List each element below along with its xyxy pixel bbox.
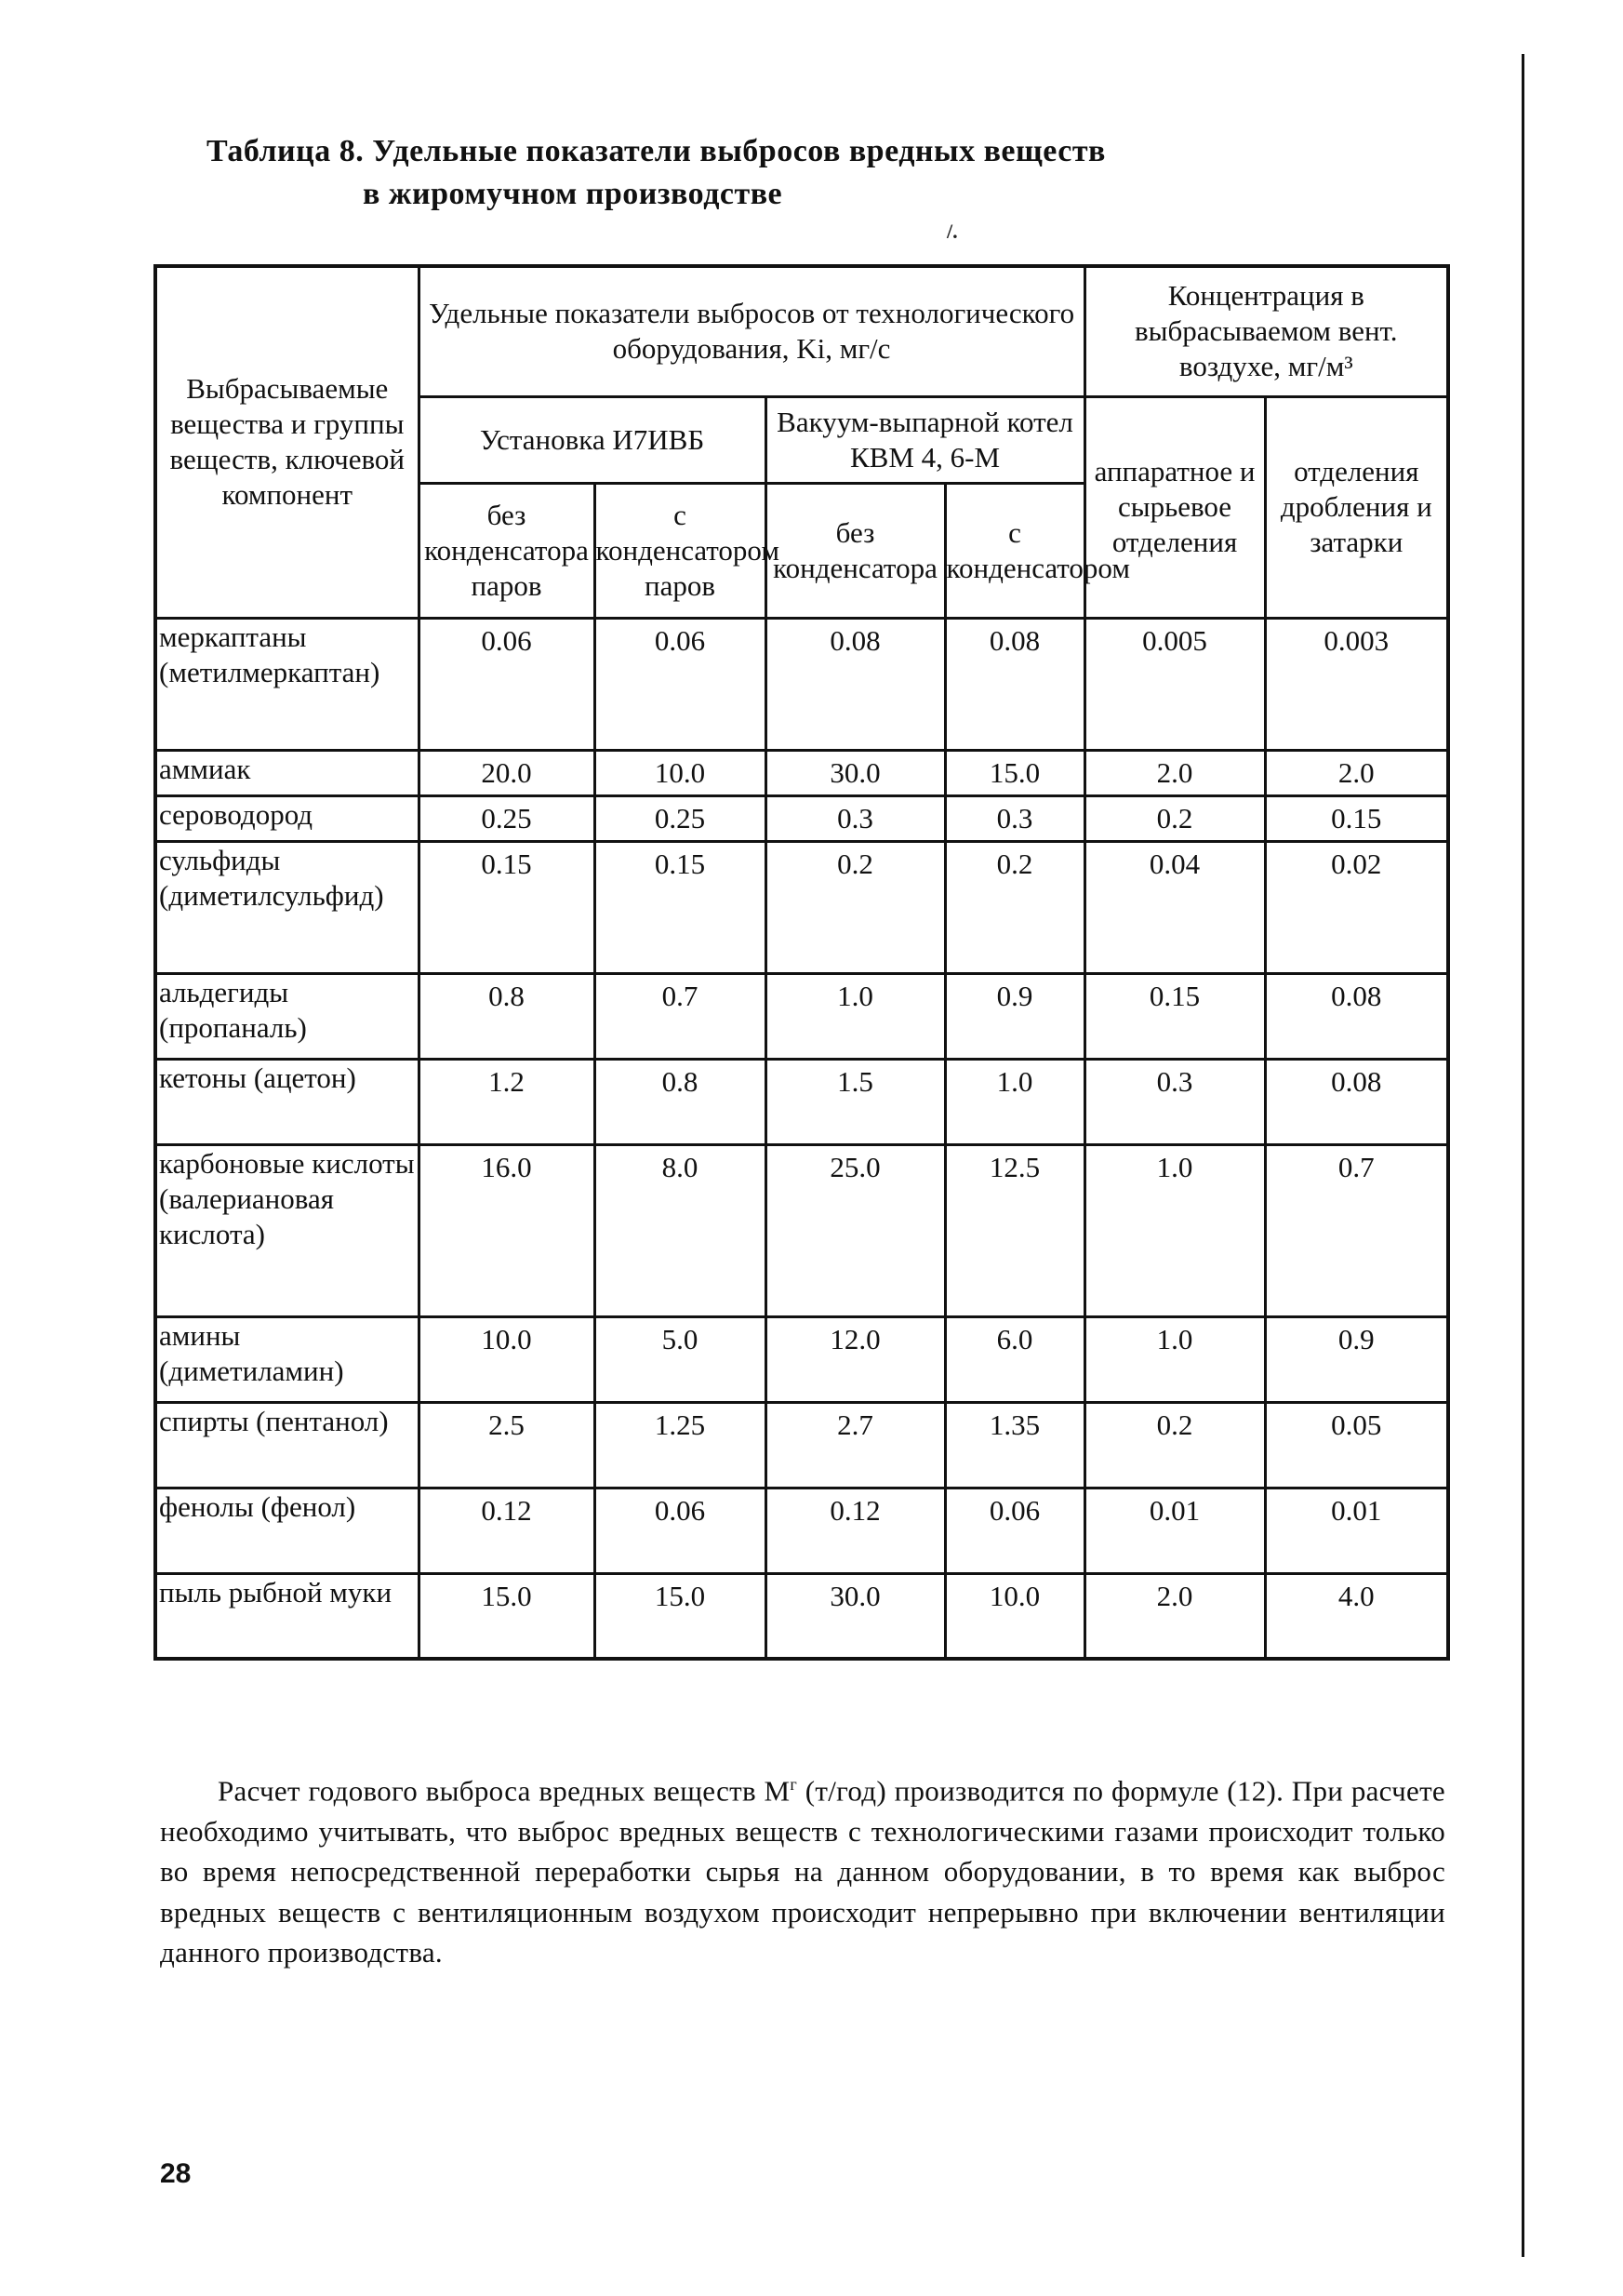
value-cell: 8.0 (594, 1144, 765, 1316)
value-cell: 0.01 (1265, 1488, 1448, 1573)
value-cell: 0.12 (765, 1488, 945, 1573)
value-cell: 4.0 (1265, 1573, 1448, 1659)
value-cell: 15.0 (419, 1573, 594, 1659)
value-cell: 0.15 (1084, 973, 1265, 1059)
value-cell: 2.0 (1084, 1573, 1265, 1659)
paragraph-text-part2: (т/год) производится по формуле (12). При расчете необходимо учитывать, что выброс вредных веществ с технологическими газами происходит только во время непосредственной переработки сырья на данном оборудовании, в то время как выброс вредных веществ с вентиляционным воздухом происходит непрерывно при включении вентиляции данного производства. (160, 1774, 1445, 1969)
table-row (155, 1316, 1448, 1402)
value-cell: 0.2 (1084, 1402, 1265, 1488)
value-cell: 0.15 (419, 841, 594, 973)
table-row (155, 1573, 1448, 1659)
substance-name: сероводород (155, 795, 419, 841)
value-cell: 0.08 (945, 618, 1084, 750)
value-cell: 0.003 (1265, 618, 1448, 750)
table-row (155, 1402, 1448, 1488)
substance-name: пыль рыбной муки (155, 1573, 419, 1659)
value-cell: 0.08 (765, 618, 945, 750)
page-number: 28 (160, 2158, 192, 2189)
value-cell: 0.8 (594, 1059, 765, 1144)
paragraph-text-part1: Расчет годового выброса вредных веществ М (218, 1774, 791, 1808)
substance-name: меркаптаны (метилмеркаптан) (155, 618, 419, 750)
value-cell: 5.0 (594, 1316, 765, 1402)
value-cell: 30.0 (765, 1573, 945, 1659)
scan-artifact-mark: /. (947, 220, 958, 243)
value-cell: 1.0 (1084, 1144, 1265, 1316)
header-unit-kvm: Вакуум-выпарной котел КВМ 4, 6-М (765, 396, 1084, 483)
table-row (155, 973, 1448, 1059)
value-cell: 10.0 (594, 750, 765, 795)
value-cell: 20.0 (419, 750, 594, 795)
value-cell: 0.2 (765, 841, 945, 973)
header-conc-crushing: отделения дробления и затарки (1265, 396, 1448, 618)
value-cell: 25.0 (765, 1144, 945, 1316)
table-row (155, 1059, 1448, 1144)
substance-name: амины (диметиламин) (155, 1316, 419, 1402)
substance-name: спирты (пентанол) (155, 1402, 419, 1488)
table-row (155, 1488, 1448, 1573)
value-cell: 0.06 (945, 1488, 1084, 1573)
value-cell: 2.5 (419, 1402, 594, 1488)
table-caption-line2: в жиромучном производстве (363, 177, 783, 211)
value-cell: 0.08 (1265, 1059, 1448, 1144)
header-conc-apparatus: аппаратное и сырьевое отделения (1084, 396, 1265, 618)
value-cell: 1.0 (765, 973, 945, 1059)
value-cell: 0.3 (1084, 1059, 1265, 1144)
substance-name: сульфиды (диметилсульфид) (155, 841, 419, 973)
value-cell: 15.0 (594, 1573, 765, 1659)
value-cell: 0.04 (1084, 841, 1265, 973)
value-cell: 0.15 (594, 841, 765, 973)
value-cell: 16.0 (419, 1144, 594, 1316)
value-cell: 0.2 (1084, 795, 1265, 841)
paragraph-superscript: г (790, 1775, 798, 1794)
page-edge-rule (1522, 54, 1524, 2257)
value-cell: 0.01 (1084, 1488, 1265, 1573)
value-cell: 0.25 (594, 795, 765, 841)
value-cell: 0.9 (945, 973, 1084, 1059)
value-cell: 0.7 (1265, 1144, 1448, 1316)
header-i7ivb-with-condenser: с конденсатором паров (594, 483, 765, 618)
substance-name: аммиак (155, 750, 419, 795)
value-cell: 1.2 (419, 1059, 594, 1144)
value-cell: 6.0 (945, 1316, 1084, 1402)
value-cell: 0.15 (1265, 795, 1448, 841)
substance-name: альдегиды (пропаналь) (155, 973, 419, 1059)
value-cell: 0.9 (1265, 1316, 1448, 1402)
header-substance: Выбрасываемые вещества и группы веществ, ключевой компонент (155, 266, 419, 618)
value-cell: 0.06 (594, 618, 765, 750)
value-cell: 0.25 (419, 795, 594, 841)
value-cell: 0.005 (1084, 618, 1265, 750)
value-cell: 15.0 (945, 750, 1084, 795)
header-kvm-without-condenser: без конденсатора (765, 483, 945, 618)
substance-name: кетоны (ацетон) (155, 1059, 419, 1144)
value-cell: 12.0 (765, 1316, 945, 1402)
value-cell: 2.7 (765, 1402, 945, 1488)
value-cell: 0.06 (419, 618, 594, 750)
table-caption (149, 130, 1302, 216)
value-cell: 10.0 (945, 1573, 1084, 1659)
header-specific-emissions: Удельные показатели выбросов от технологического оборудования, Ki, мг/с (419, 266, 1084, 396)
body-paragraph (160, 1765, 1445, 1973)
value-cell: 2.0 (1265, 750, 1448, 795)
value-cell: 0.3 (945, 795, 1084, 841)
value-cell: 12.5 (945, 1144, 1084, 1316)
value-cell: 0.2 (945, 841, 1084, 973)
table-row (155, 1144, 1448, 1316)
emissions-table (153, 264, 1450, 1661)
value-cell: 0.7 (594, 973, 765, 1059)
value-cell: 1.35 (945, 1402, 1084, 1488)
header-unit-i7ivb: Установка И7ИВБ (419, 396, 765, 483)
value-cell: 2.0 (1084, 750, 1265, 795)
value-cell: 0.05 (1265, 1402, 1448, 1488)
value-cell: 1.0 (945, 1059, 1084, 1144)
value-cell: 1.5 (765, 1059, 945, 1144)
header-kvm-with-condenser: с конденсатором (945, 483, 1084, 618)
value-cell: 0.3 (765, 795, 945, 841)
table-caption-line1: Таблица 8. Удельные показатели выбросов вредных веществ (206, 134, 1106, 168)
header-concentration: Концентрация в выбрасываемом вент. воздухе, мг/м³ (1084, 266, 1448, 396)
table-row (155, 618, 1448, 750)
value-cell: 1.0 (1084, 1316, 1265, 1402)
table-row (155, 795, 1448, 841)
value-cell: 0.06 (594, 1488, 765, 1573)
value-cell: 0.08 (1265, 973, 1448, 1059)
substance-name: карбоновые кислоты (валериановая кислота) (155, 1144, 419, 1316)
value-cell: 1.25 (594, 1402, 765, 1488)
substance-name: фенолы (фенол) (155, 1488, 419, 1573)
value-cell: 0.02 (1265, 841, 1448, 973)
value-cell: 10.0 (419, 1316, 594, 1402)
table-row (155, 750, 1448, 795)
value-cell: 0.12 (419, 1488, 594, 1573)
table-row (155, 841, 1448, 973)
header-i7ivb-without-condenser: без конденсатора паров (419, 483, 594, 618)
value-cell: 0.8 (419, 973, 594, 1059)
value-cell: 30.0 (765, 750, 945, 795)
